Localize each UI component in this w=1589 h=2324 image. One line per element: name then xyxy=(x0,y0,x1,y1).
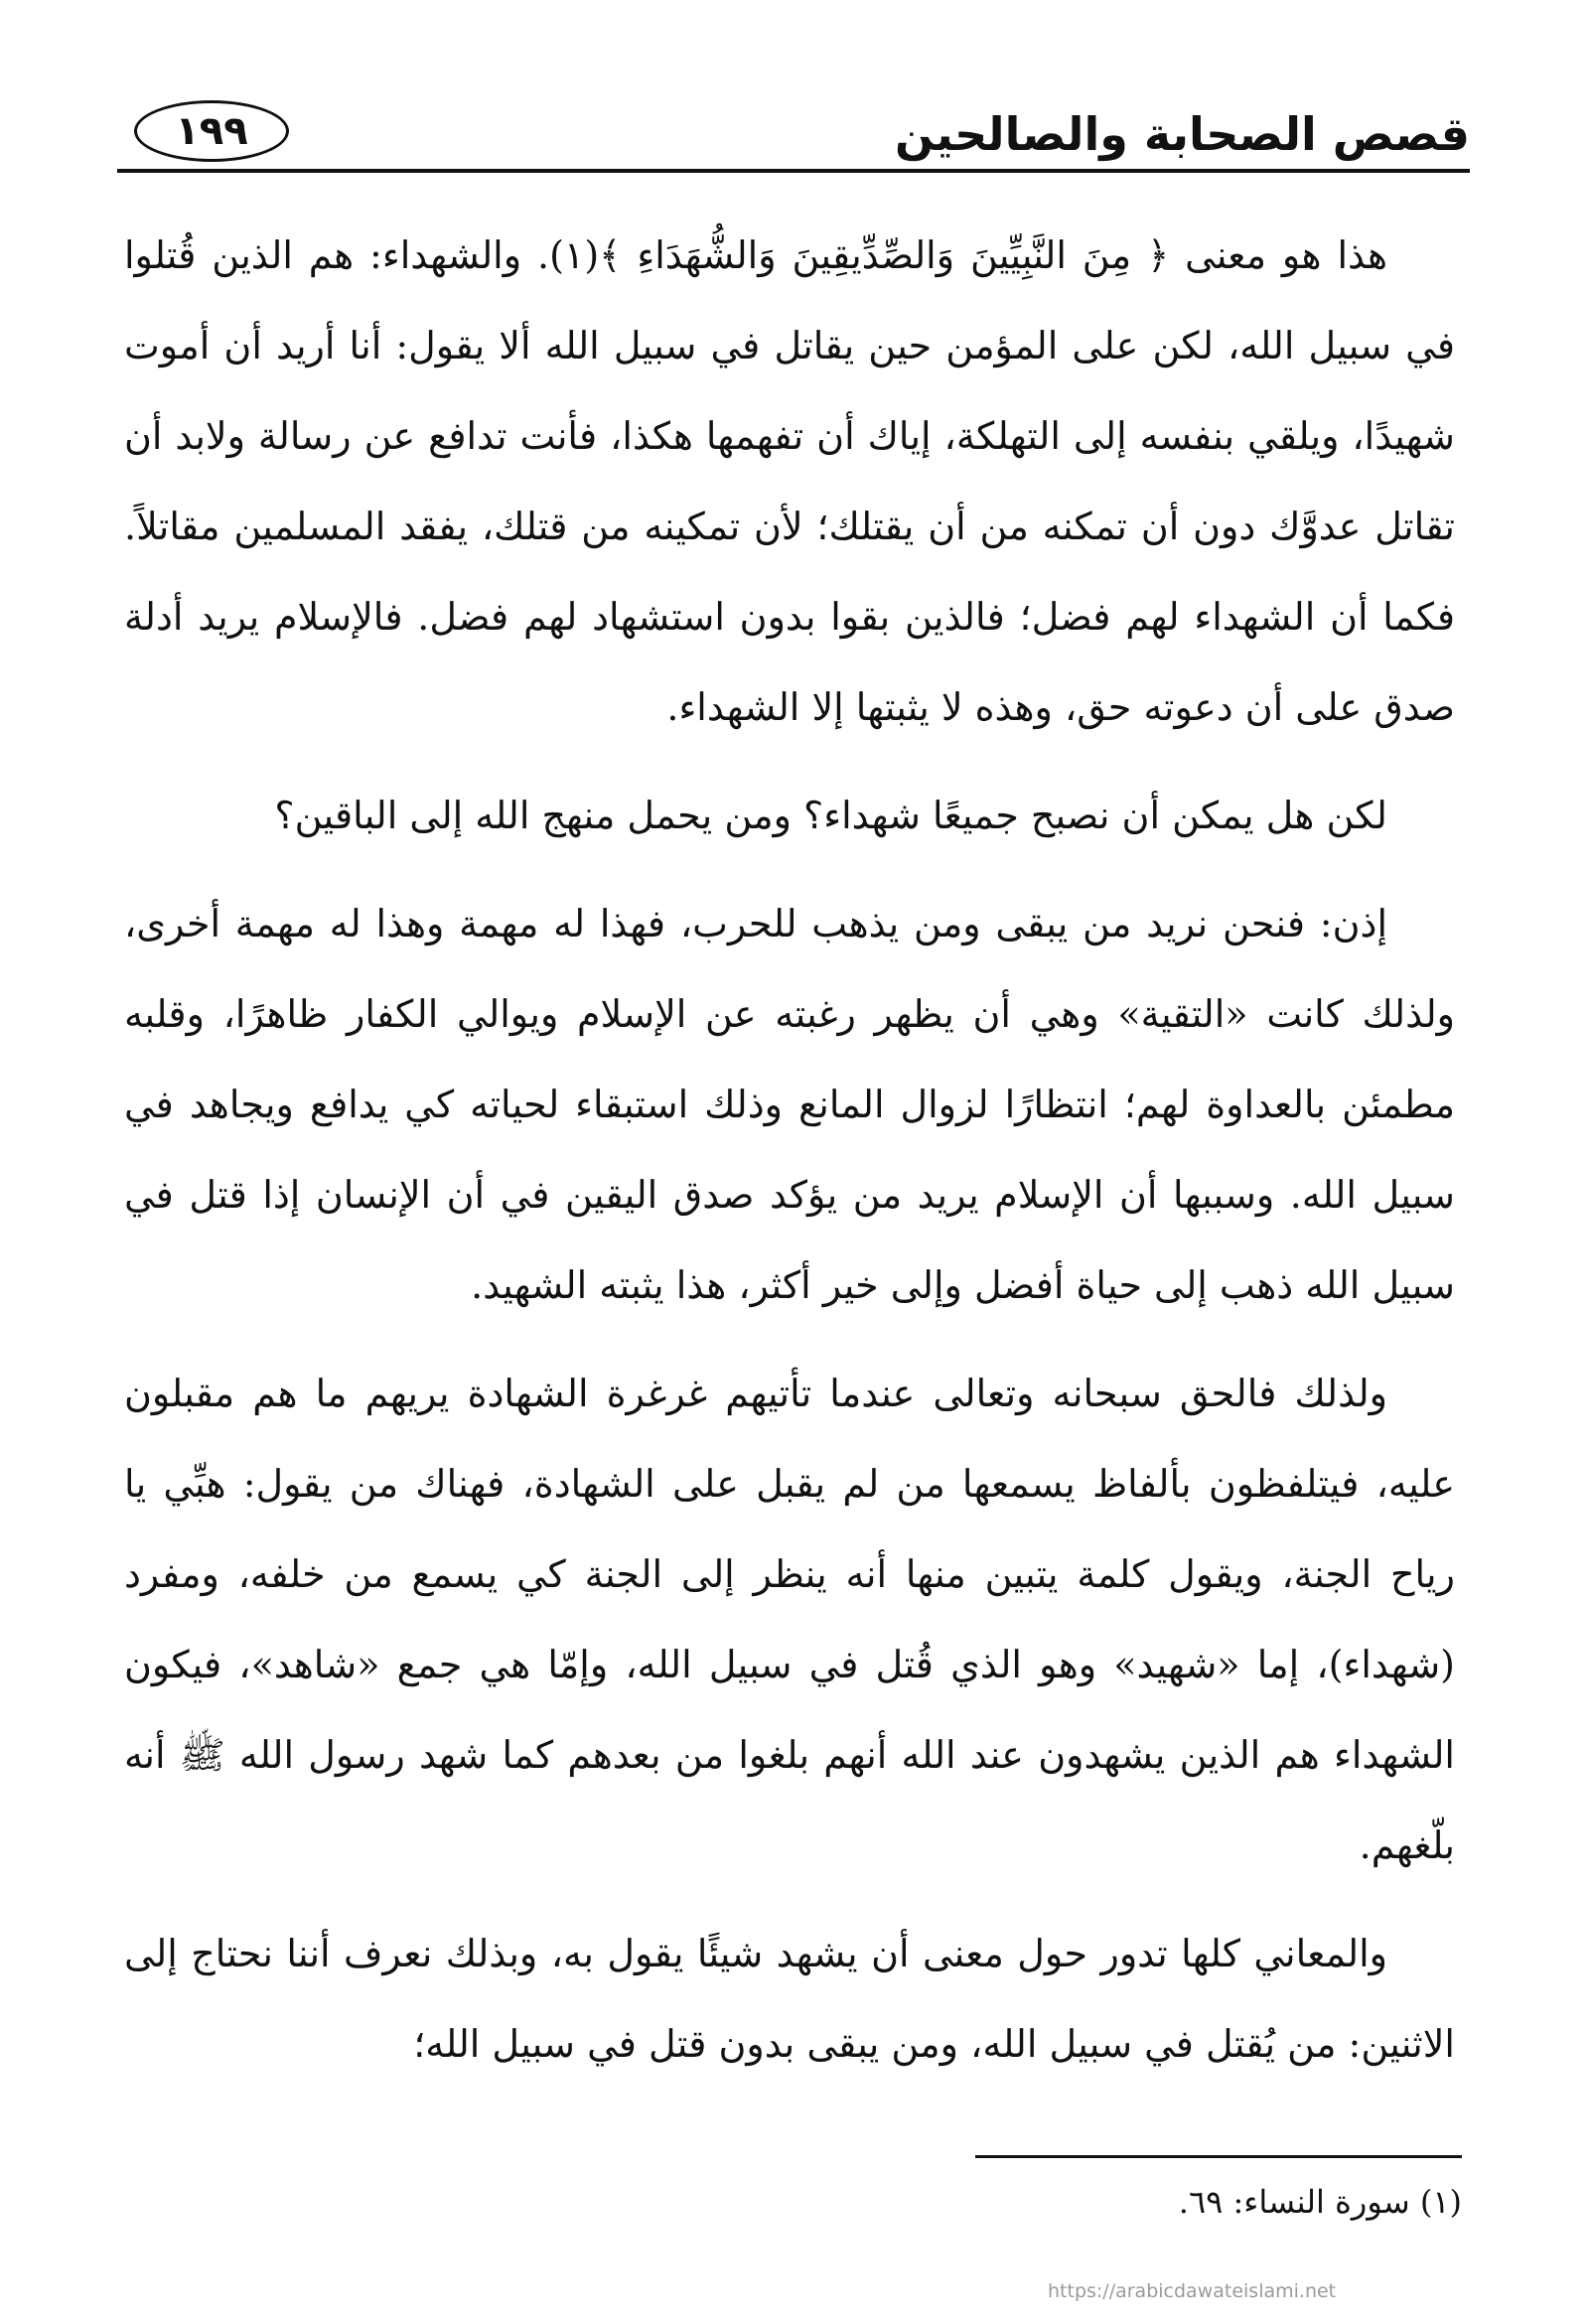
body-text xyxy=(124,211,1455,2098)
paragraph: هذا هو معنى ﴿ مِنَ النَّبِيِّينَ وَالصِّدِّيقِينَ وَالشُّهَدَاءِ ﴾(١). والشهداء: هم الذين قُتلوا في سبيل الله، لكن على المؤمن حين يقاتل في سبيل الله ألا يقول: أنا أريد أن أموت شهيدًا، ويلقي بنفسه إلى التهلكة، إياك أن تفهمها هكذا، فأنت تدافع عن رسالة ولابد أن تقاتل عدوَّك دون أن تمكنه من أن يقتلك؛ لأن تمكينه من قتلك، يفقد المسلمين مقاتلاً. فكما أن الشهداء لهم فضل؛ فالذين بقوا بدون استشهاد لهم فضل. فالإسلام يريد أدلة صدق على أن دعوته حق، وهذه لا يثبتها إلا الشهداء. xyxy=(124,233,1455,729)
footnote: (١) سورة النساء: ٦٩. xyxy=(1178,2183,1462,2221)
page-number: ١٩٩ xyxy=(134,100,289,162)
source-watermark: https://arabicdawateislami.net xyxy=(1048,2280,1337,2302)
paragraph: والمعاني كلها تدور حول معنى أن يشهد شيئًا يقول به، وبذلك نعرف أننا نحتاج إلى الاثنين: من يُقتل في سبيل الله، ومن يبقى بدون قتل في سبيل الله؛ xyxy=(124,1932,1455,2066)
paragraph: ولذلك فالحق سبحانه وتعالى عندما تأتيهم غرغرة الشهادة يريهم ما هم مقبلون عليه، فيتلفظون بألفاظ يسمعها من لم يقبل على الشهادة، فهناك من يقول: هبِّي يا رياح الجنة، ويقول كلمة يتبين منها أنه ينظر إلى الجنة كي يسمع من خلفه، ومفرد (شهداء)، إما «شهيد» وهو الذي قُتل في سبيل الله، وإمّا هي جمع «شاهد»، فيكون الشهداء هم الذين يشهدون عند الله أنهم بلغوا من بعدهم كما شهد رسول الله ﷺ أنه بلّغهم. xyxy=(124,1372,1455,1867)
paragraph: إذن: فنحن نريد من يبقى ومن يذهب للحرب، فهذا له مهمة وهذا له مهمة أخرى، ولذلك كانت «التقية» وهي أن يظهر رغبته عن الإسلام ويوالي الكفار ظاهرًا، وقلبه مطمئن بالعداوة لهم؛ انتظارًا لزوال المانع وذلك استبقاء لحياته كي يدافع ويجاهد في سبيل الله. وسببها أن الإسلام يريد من يؤكد صدق اليقين في أن الإنسان إذا قتل في سبيل الله ذهب إلى حياة أفضل وإلى خير أكثر، هذا يثبته الشهيد. xyxy=(124,902,1455,1307)
footnote-rule xyxy=(975,2155,1462,2158)
running-title: قصص الصحابة والصالحين xyxy=(894,107,1470,161)
paragraph: لكن هل يمكن أن نصبح جميعًا شهداء؟ ومن يحمل منهج الله إلى الباقين؟ xyxy=(274,794,1387,837)
header-rule xyxy=(117,169,1470,173)
page-header xyxy=(124,94,1470,174)
